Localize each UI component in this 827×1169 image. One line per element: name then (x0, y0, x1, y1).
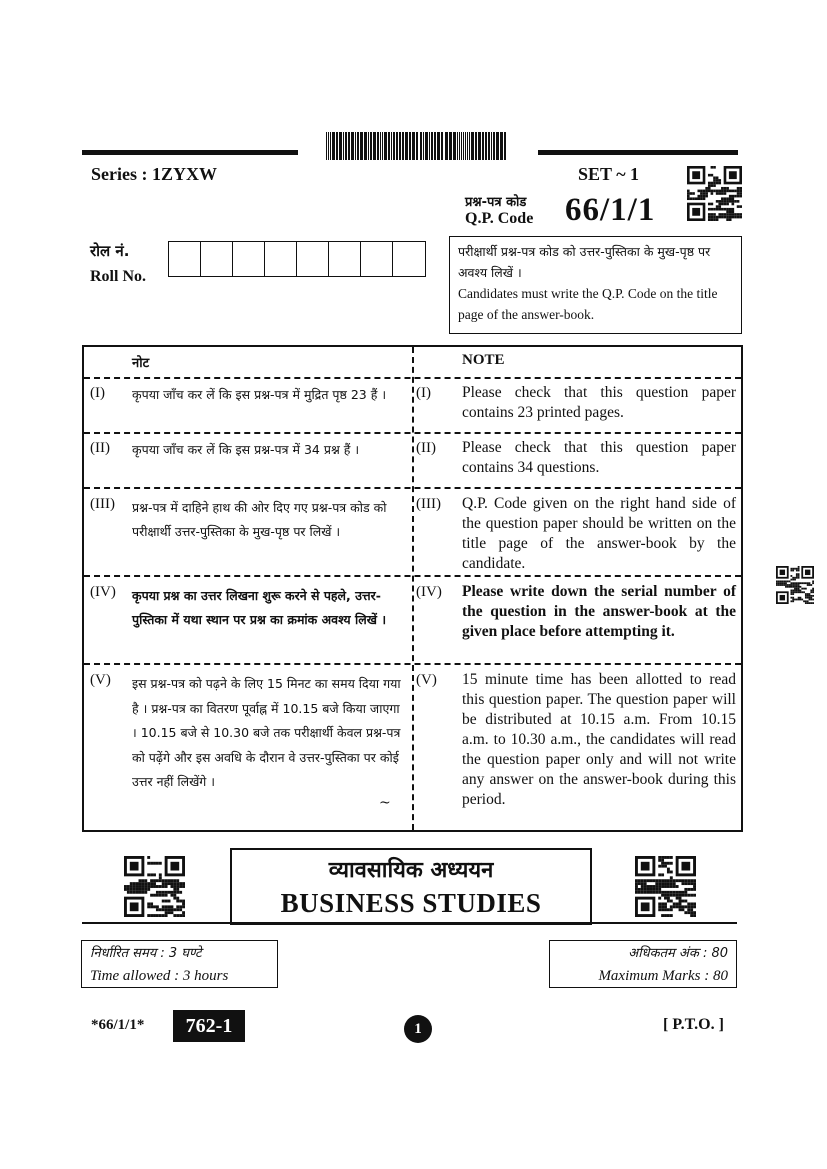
time-allowed-box (81, 940, 278, 988)
subject-title-en: BUSINESS STUDIES (280, 888, 542, 918)
note-number: (IV) (416, 584, 442, 600)
qr-code-icon (776, 566, 814, 604)
note-number: (I) (90, 385, 105, 401)
series-label: Series : 1ZYXW (91, 164, 217, 184)
note-text-en: Q.P. Code given on the right hand side of the question paper should be written on the title page of the answer-book by the candidate. (462, 495, 736, 572)
roll-label-en: Roll No. (90, 268, 146, 285)
note-text-hi: इस प्रश्न-पत्र को पढ़ने के लिए 15 मिनट का समय दिया गया है । प्रश्न-पत्र का वितरण पूर्वाह्न में 10.15 बजे किया जाएगा । 10.15 बजे से 10.30 बजे तक परीक्षार्थी केवल प्रश्न-पत्र को पढ़ेंगे और इस अवधि के दौरान वे उत्तर-पुस्तिका पर कोई उत्तर नहीं लिखेंगे । (132, 676, 401, 789)
candidate-instruction-box (449, 236, 742, 334)
note-number: (IV) (90, 584, 116, 600)
time-allowed-en: Time allowed : 3 hours (90, 968, 229, 984)
note-number: (III) (416, 496, 441, 512)
note-tilde: ~ (379, 795, 391, 811)
notes-heading-hi: नोट (132, 356, 150, 371)
pto-label: [ P.T.O. ] (663, 1016, 724, 1033)
note-text-hi: कृपया जाँच कर लें कि इस प्रश्न-पत्र में मुद्रित पृष्ठ 23 हैं । (132, 387, 387, 402)
qp-code: 66/1/1 (565, 192, 656, 228)
subject-box (230, 848, 592, 925)
candidate-instruction-en: Candidates must write the Q.P. Code on the title page of the answer-book. (458, 286, 718, 322)
subject-rule (82, 922, 737, 924)
roll-label-hi: रोल नं. (90, 242, 130, 260)
note-number: (V) (416, 672, 437, 688)
qr-code-icon (124, 856, 185, 917)
note-text-en: 15 minute time has been allotted to read this question paper. The question paper will be distributed at 10.15 a.m. From 10.15 a.m. to 10.30 a.m., the candidates will read the question paper only and will not write any answer on the answer-book during this period. (462, 671, 736, 808)
note-number: (II) (90, 440, 110, 456)
note-text-hi: प्रश्न-पत्र में दाहिने हाथ की ओर दिए गए प्रश्न-पत्र कोड को परीक्षार्थी उत्तर-पुस्तिका के मुख-पृष्ठ पर लिखें । (132, 500, 387, 539)
note-text-en: Please check that this question paper contains 34 questions. (462, 439, 736, 476)
note-text-en: Please check that this question paper contains 23 printed pages. (462, 384, 736, 421)
note-number: (I) (416, 385, 431, 401)
note-number: (III) (90, 496, 115, 512)
maximum-marks-hi: अधिकतम अंक : 80 (628, 946, 728, 961)
set-label: SET ~ 1 (578, 164, 640, 184)
subject-title-hi: व्यावसायिक अध्ययन (328, 858, 494, 883)
maximum-marks-box (549, 940, 737, 988)
notes-heading-en: NOTE (462, 352, 505, 368)
paper-code: *66/1/1* (91, 1017, 145, 1033)
maximum-marks-en: Maximum Marks : 80 (598, 968, 728, 984)
candidate-instruction-hi: परीक्षार्थी प्रश्न-पत्र कोड को उत्तर-पुस्तिका के मुख-पृष्ठ पर अवश्य लिखें । (458, 244, 711, 280)
note-number: (V) (90, 672, 111, 688)
paper-box-code: 762-1 (173, 1010, 245, 1042)
header-rule-right (538, 150, 738, 155)
note-text-hi: कृपया जाँच कर लें कि इस प्रश्न-पत्र में 34 प्रश्न हैं । (132, 442, 360, 457)
barcode (326, 132, 511, 160)
time-allowed-hi: निर्धारित समय : 3 घण्टे (90, 946, 202, 961)
note-text-en: Please write down the serial number of the question in the answer-book at the given place before attempting it. (462, 583, 736, 640)
note-text-hi: कृपया प्रश्न का उत्तर लिखना शुरू करने से पहले, उत्तर-पुस्तिका में यथा स्थान पर प्रश्न का क्रमांक अवश्य लिखें । (132, 588, 387, 627)
qp-code-label-hi: प्रश्न-पत्र कोड (465, 195, 527, 210)
notes-table (82, 345, 743, 832)
header-rule-left (82, 150, 298, 155)
page-number: 1 (404, 1015, 432, 1043)
qr-code-icon (635, 856, 696, 917)
roll-number-boxes (168, 241, 426, 277)
qr-code-icon (687, 165, 742, 222)
note-number: (II) (416, 440, 436, 456)
qp-code-label-en: Q.P. Code (465, 210, 534, 227)
